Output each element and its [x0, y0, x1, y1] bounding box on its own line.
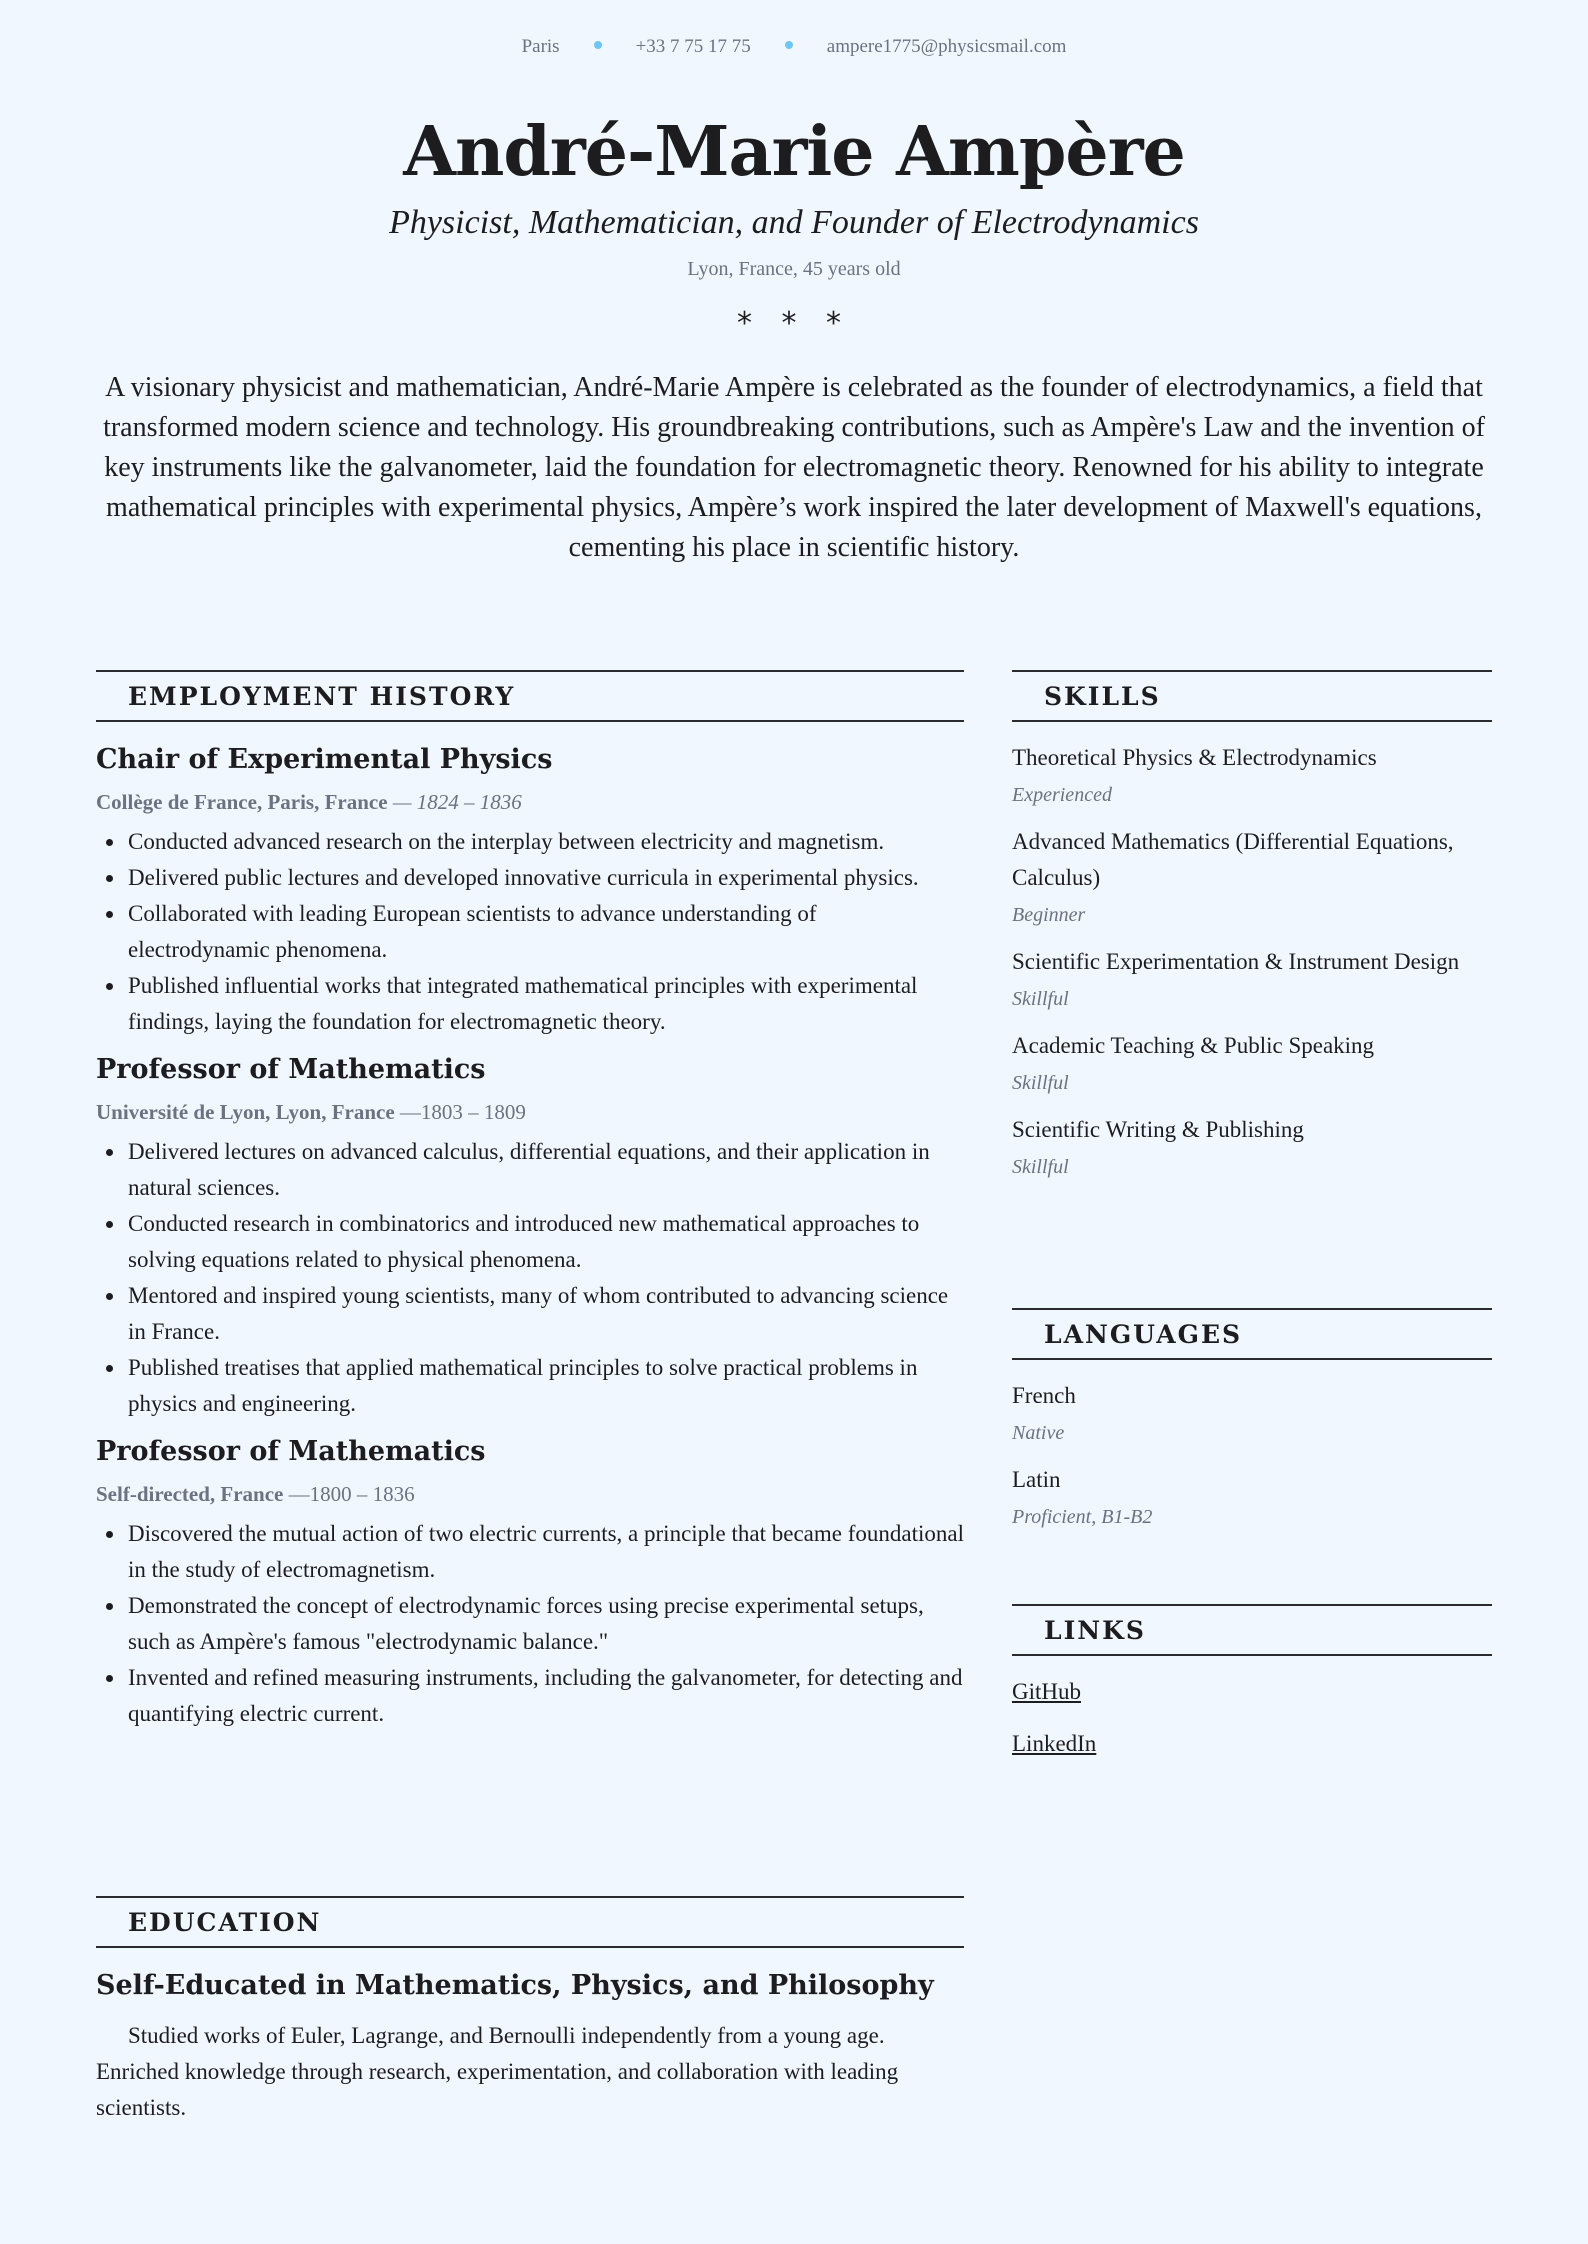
person-location: Lyon, France, 45 years old	[687, 258, 901, 280]
skill-name: Scientific Writing & Publishing	[1012, 1117, 1304, 1142]
profile-summary: A visionary physicist and mathematician, André-Marie Ampère is celebrated as the founder of electrodynamics, a field that transformed modern science and technology. His groundbreaking contributions, such as Ampère's Law and the invention of key instruments like the galvanometer, laid the foundation for electromagnetic theory. Renowned for his ability to integrate mathematical principles with experimental physics, Ampère’s work inspired the later development of Maxwell's equations, cementing his place in scientific history.	[103, 372, 1485, 563]
job-meta	[96, 788, 964, 816]
job-bullet: Conducted advanced research on the interplay between electricity and magnetism.	[96, 824, 964, 860]
language-name: Latin	[1012, 1467, 1061, 1492]
skill-item	[1012, 824, 1492, 930]
skill-level: Skillful	[1012, 988, 1069, 1010]
skill-level: Skillful	[1012, 1072, 1069, 1094]
section-heading-education: EDUCATION	[96, 1896, 964, 1948]
language-item	[1012, 1378, 1492, 1448]
skill-item	[1012, 944, 1492, 1014]
job-title: Professor of Mathematics	[96, 1054, 486, 1085]
separator-dot-icon	[785, 41, 793, 49]
job-organization: Collège de France, Paris, France	[96, 790, 388, 814]
job-entry	[96, 742, 964, 1040]
section-heading-skills: SKILLS	[1012, 670, 1492, 722]
section-heading-languages: LANGUAGES	[1012, 1308, 1492, 1360]
job-organization: Self-directed, France	[96, 1482, 284, 1506]
job-organization: Université de Lyon, Lyon, France	[96, 1100, 395, 1124]
job-bullet: Collaborated with leading European scientists to advance understanding of electrodynamic phenomena.	[96, 896, 964, 968]
job-bullet: Conducted research in combinatorics and introduced new mathematical approaches to solving equations related to physical phenomena.	[96, 1206, 964, 1278]
job-bullet: Published treatises that applied mathematical principles to solve practical problems in physics and engineering.	[96, 1350, 964, 1422]
job-bullets	[96, 1134, 964, 1422]
job-dates: — 1824 – 1836	[387, 790, 522, 814]
skill-item	[1012, 1028, 1492, 1098]
languages-list	[1012, 1378, 1492, 1546]
skill-level: Experienced	[1012, 784, 1112, 806]
job-bullet: Published influential works that integrated mathematical principles with experimental findings, laying the foundation for electromagnetic theory.	[96, 968, 964, 1040]
job-bullet: Mentored and inspired young scientists, many of whom contributed to advancing science in France.	[96, 1278, 964, 1350]
education-description: Studied works of Euler, Lagrange, and Bernoulli independently from a young age. Enriched knowledge through research, experimentation, and collaboration with leading scientists.	[96, 2023, 899, 2120]
education-entry	[96, 1968, 964, 2126]
job-entry	[96, 1434, 964, 1732]
job-bullet: Delivered lectures on advanced calculus, differential equations, and their application in natural sciences.	[96, 1134, 964, 1206]
language-item	[1012, 1462, 1492, 1532]
skill-name: Academic Teaching & Public Speaking	[1012, 1033, 1375, 1058]
job-dates: —1803 – 1809	[394, 1100, 526, 1124]
job-bullet: Delivered public lectures and developed innovative curricula in experimental physics.	[96, 860, 964, 896]
job-bullet: Discovered the mutual action of two electric currents, a principle that became foundational in the study of electromagnetism.	[96, 1516, 964, 1588]
section-heading-employment: EMPLOYMENT HISTORY	[96, 670, 964, 722]
language-level: Native	[1012, 1422, 1065, 1444]
section-heading-links: LINKS	[1012, 1604, 1492, 1656]
education-title: Self-Educated in Mathematics, Physics, and Philosophy	[96, 1970, 934, 2001]
employment-list	[96, 742, 964, 1744]
skill-name: Theoretical Physics & Electrodynamics	[1012, 745, 1377, 770]
skill-level: Beginner	[1012, 904, 1086, 926]
skills-list	[1012, 740, 1492, 1196]
job-bullets	[96, 824, 964, 1040]
job-entry	[96, 1052, 964, 1422]
job-title: Professor of Mathematics	[96, 1436, 486, 1467]
language-name: French	[1012, 1383, 1076, 1408]
link-github[interactable]: GitHub	[1012, 1679, 1081, 1704]
job-meta	[96, 1098, 964, 1126]
link-linkedin[interactable]: LinkedIn	[1012, 1731, 1097, 1756]
job-bullet: Demonstrated the concept of electrodynamic forces using precise experimental setups, such as Ampère's famous "electrodynamic balance."	[96, 1588, 964, 1660]
job-title: Chair of Experimental Physics	[96, 744, 553, 775]
job-bullet: Invented and refined measuring instruments, including the galvanometer, for detecting and quantifying electric current.	[96, 1660, 964, 1732]
job-dates: —1800 – 1836	[283, 1482, 415, 1506]
job-bullets	[96, 1516, 964, 1732]
skill-item	[1012, 1112, 1492, 1182]
contact-email: ampere1775@physicsmail.com	[826, 36, 1067, 57]
skill-level: Skillful	[1012, 1156, 1069, 1178]
skill-name: Scientific Experimentation & Instrument Design	[1012, 949, 1460, 974]
skill-item	[1012, 740, 1492, 810]
job-meta	[96, 1480, 964, 1508]
contact-phone: +33 7 75 17 75	[635, 36, 751, 57]
contact-bar	[0, 36, 1588, 58]
contact-city: Paris	[521, 36, 560, 57]
divider-stars: * * *	[736, 306, 852, 341]
links-list	[1012, 1674, 1492, 1778]
language-level: Proficient, B1-B2	[1012, 1506, 1153, 1528]
skill-name: Advanced Mathematics (Differential Equations, Calculus)	[1012, 829, 1454, 890]
separator-dot-icon	[594, 41, 602, 49]
person-name: André-Marie Ampère	[403, 112, 1185, 192]
person-tagline: Physicist, Mathematician, and Founder of Electrodynamics	[389, 204, 1199, 241]
